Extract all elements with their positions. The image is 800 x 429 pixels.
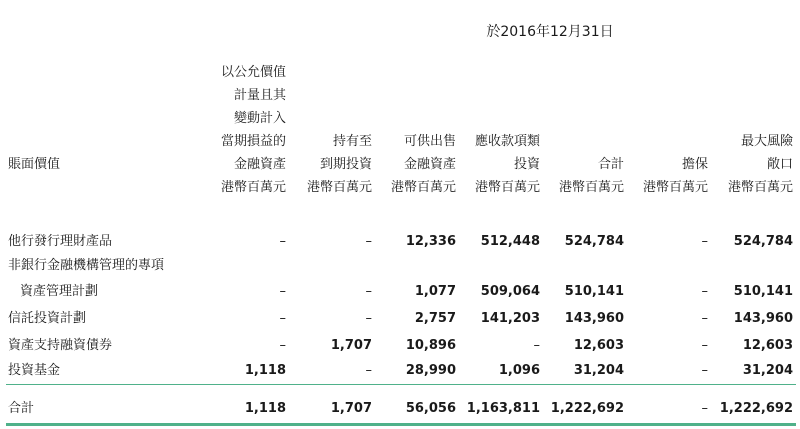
total-cell-fvpl: 1,118	[244, 401, 286, 416]
total-cell-afs: 56,056	[405, 401, 456, 416]
total-row-label: 合計	[8, 401, 35, 416]
column-header-line: 到期投資	[319, 157, 372, 172]
total-cell-max: 1,222,692	[719, 401, 793, 416]
cell-recv: –	[533, 338, 540, 353]
row-header-title: 賬面價值	[8, 157, 61, 172]
cell-max: 143,960	[733, 311, 793, 326]
total-cell-htm: 1,707	[330, 401, 372, 416]
cell-fvpl: –	[279, 284, 286, 299]
cell-fvpl: 1,118	[244, 363, 286, 378]
total-rule	[6, 423, 796, 426]
column-header-line: 投資	[513, 157, 540, 172]
total-cell-total: 1,222,692	[550, 401, 624, 416]
column-header-afs	[372, 130, 456, 199]
cell-recv: 509,064	[480, 284, 540, 299]
column-header-line: 計量且其	[233, 88, 286, 103]
column-header-line: 以公允價值	[220, 65, 286, 80]
column-header-line: 持有至	[332, 134, 372, 149]
cell-collateral: –	[701, 284, 708, 299]
subtotal-rule	[6, 384, 796, 385]
column-header-line: 港幣百萬元	[558, 180, 624, 195]
cell-afs: 1,077	[414, 284, 456, 299]
cell-collateral: –	[701, 234, 708, 249]
cell-afs: 28,990	[405, 363, 456, 378]
column-header-line: 金融資產	[403, 157, 456, 172]
cell-htm: –	[365, 284, 372, 299]
column-header-line: 港幣百萬元	[474, 180, 540, 195]
cell-recv: 512,448	[480, 234, 540, 249]
cell-htm: –	[365, 234, 372, 249]
total-cell-recv: 1,163,811	[466, 401, 540, 416]
cell-afs: 10,896	[405, 338, 456, 353]
cell-htm: 1,707	[330, 338, 372, 353]
date-header: 於2016年12月31日	[486, 24, 614, 40]
cell-fvpl: –	[279, 234, 286, 249]
column-header-line: 當期損益的	[220, 134, 286, 149]
cell-max: 510,141	[733, 284, 793, 299]
cell-total: 143,960	[564, 311, 624, 326]
column-header-line: 港幣百萬元	[642, 180, 708, 195]
cell-htm: –	[365, 363, 372, 378]
cell-total: 524,784	[564, 234, 624, 249]
cell-collateral: –	[701, 311, 708, 326]
cell-max: 12,603	[742, 338, 793, 353]
row-label: 資產管理計劃	[20, 284, 99, 299]
row-label: 投資基金	[8, 363, 61, 378]
cell-total: 31,204	[573, 363, 624, 378]
column-header-line: 港幣百萬元	[220, 180, 286, 195]
row-label: 非銀行金融機構管理的專項	[8, 258, 165, 273]
cell-fvpl: –	[279, 338, 286, 353]
column-header-line: 變動計入	[233, 111, 286, 126]
column-header-line: 敞口	[766, 157, 793, 172]
column-header-line: 應收款項類	[474, 134, 540, 149]
cell-total: 510,141	[564, 284, 624, 299]
column-header-line: 擔保	[681, 157, 708, 172]
cell-collateral: –	[701, 363, 708, 378]
column-header-line: 最大風險	[740, 134, 793, 149]
cell-afs: 12,336	[405, 234, 456, 249]
column-header-line: 金融資產	[233, 157, 286, 172]
cell-total: 12,603	[573, 338, 624, 353]
cell-htm: –	[365, 311, 372, 326]
cell-max: 31,204	[742, 363, 793, 378]
column-header-line: 可供出售	[403, 134, 456, 149]
cell-max: 524,784	[733, 234, 793, 249]
cell-fvpl: –	[279, 311, 286, 326]
column-header-line: 港幣百萬元	[306, 180, 372, 195]
column-header-max	[709, 130, 793, 199]
cell-recv: 1,096	[498, 363, 540, 378]
cell-recv: 141,203	[480, 311, 540, 326]
column-header-fvpl	[202, 61, 286, 199]
column-header-line: 港幣百萬元	[727, 180, 793, 195]
row-label: 他行發行理財產品	[8, 234, 113, 249]
column-header-collateral	[624, 153, 708, 199]
column-header-recv	[456, 130, 540, 199]
cell-collateral: –	[701, 338, 708, 353]
column-header-total	[540, 153, 624, 199]
column-header-line: 合計	[597, 157, 624, 172]
column-header-htm	[288, 130, 372, 199]
cell-afs: 2,757	[414, 311, 456, 326]
total-cell-collateral: –	[701, 401, 708, 416]
row-label: 信託投資計劃	[8, 311, 87, 326]
column-header-line: 港幣百萬元	[390, 180, 456, 195]
row-label: 資產支持融資債券	[8, 338, 113, 353]
